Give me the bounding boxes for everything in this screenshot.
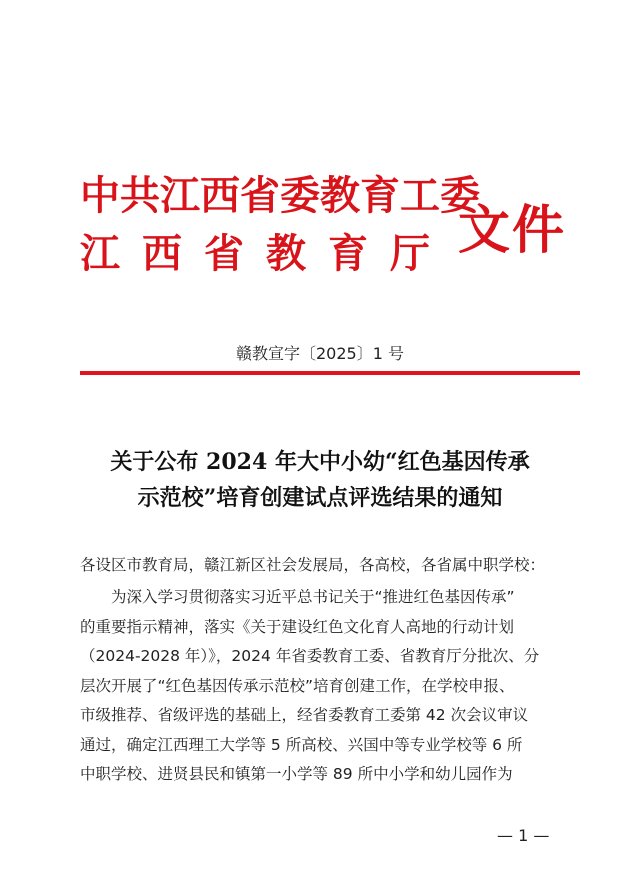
page-number: — 1 — xyxy=(497,826,550,845)
body-paragraph xyxy=(80,583,580,790)
document-title xyxy=(70,444,570,516)
body-line: 的重要指示精神，落实《关于建设红色文化育人高地的行动计划 xyxy=(80,617,515,636)
body-line: 通过，确定江西理工大学等 5 所高校、兴国中等专业学校等 6 所 xyxy=(80,735,523,754)
red-separator-rule xyxy=(80,371,580,375)
body-line: 中职学校、进贤县民和镇第一小学等 89 所中小学和幼儿园作为 xyxy=(80,765,513,783)
document-word: 文件 xyxy=(458,200,567,261)
body-line: 市级推荐、省级评选的基础上，经省委教育工委第 42 次会议审议 xyxy=(80,706,529,724)
body-line: 为深入学习贯彻落实习近平总书记关于“推进红色基因传承” xyxy=(111,588,515,606)
title-line-2: 示范校”培育创建试点评选结果的通知 xyxy=(137,485,503,511)
issuer-line-1: 中共江西省委教育工委 xyxy=(80,172,480,219)
body-line: 层次开展了“红色基因传承示范校”培育创建工作，在学校申报、 xyxy=(80,676,515,695)
document-number: 赣教宣字〔2025〕1 号 xyxy=(236,344,404,363)
title-line-1: 关于公布 2024 年大中小幼“红色基因传承 xyxy=(110,449,530,475)
body-line: （2024-2028 年）》，2024 年省委教育工委、省教育厅分批次、分 xyxy=(80,647,540,665)
salutation: 各设区市教育局，赣江新区社会发展局，各高校，各省属中职学校： xyxy=(80,556,546,574)
issuer-line-2: 江西省教育厅 xyxy=(80,230,452,277)
